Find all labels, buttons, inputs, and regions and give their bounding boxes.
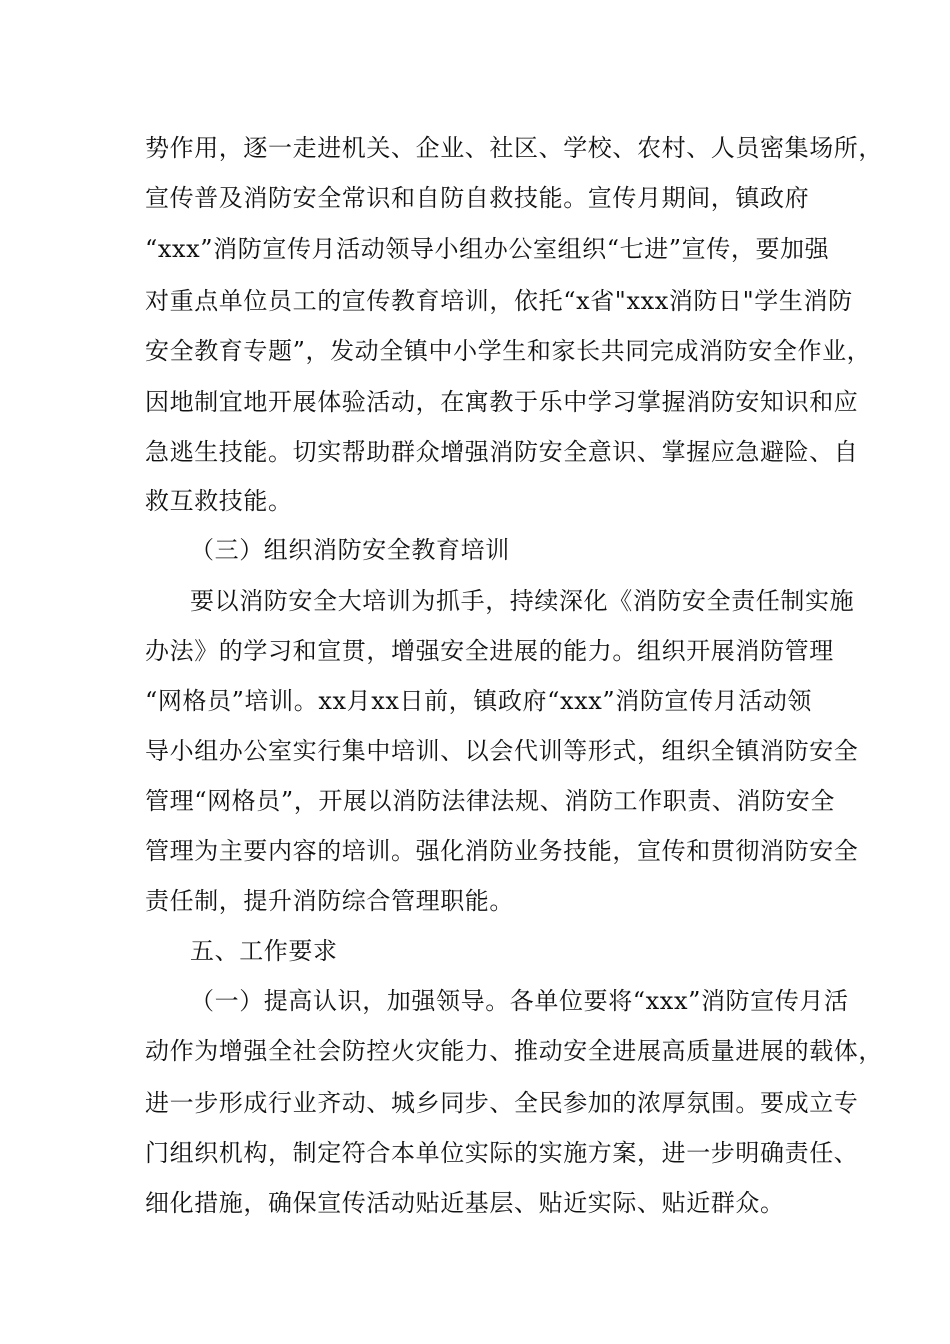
paragraph-line: 宣传普及消防安全常识和自防自救技能。宣传月期间，镇政府 bbox=[145, 184, 810, 212]
paragraph-line: 管理为主要内容的培训。强化消防业务技能，宣传和贯彻消防安全 bbox=[145, 837, 859, 865]
paragraph-line: 导小组办公室实行集中培训、以会代训等形式，组织全镇消防安全 bbox=[145, 737, 859, 765]
section-heading: （三）组织消防安全教育培训 bbox=[190, 536, 510, 564]
paragraph-line: 要以消防安全大培训为抓手，持续深化《消防安全责任制实施 bbox=[190, 587, 855, 615]
paragraph-line: 急逃生技能。切实帮助群众增强消防安全意识、掌握应急避险、自 bbox=[145, 438, 859, 466]
paragraph-line: 进一步形成行业齐动、城乡同步、全民参加的浓厚氛围。要成立专 bbox=[145, 1089, 859, 1117]
section-heading: 五、工作要求 bbox=[190, 937, 338, 965]
paragraph-line: 细化措施，确保宣传活动贴近基层、贴近实际、贴近群众。 bbox=[145, 1189, 785, 1217]
paragraph-line: 因地制宜地开展体验活动，在寓教于乐中学习掌握消防安知识和应 bbox=[145, 388, 859, 416]
paragraph-line: 办法》的学习和宣贯，增强安全进展的能力。组织开展消防管理 bbox=[145, 637, 834, 665]
paragraph-line: 势作用，逐一走进机关、企业、社区、学校、农村、人员密集场所， bbox=[145, 134, 883, 162]
paragraph-line: 对重点单位员工的宣传教育培训，依托“x省"xxx消防日"学生消防 bbox=[145, 287, 853, 315]
paragraph-line: 管理“网格员”，开展以消防法律法规、消防工作职责、消防安全 bbox=[145, 787, 835, 815]
paragraph-line: 门组织机构，制定符合本单位实际的实施方案，进一步明确责任、 bbox=[145, 1139, 859, 1167]
paragraph-line: 动作为增强全社会防控火灾能力、推动安全进展高质量进展的载体， bbox=[145, 1037, 883, 1065]
paragraph-line: 安全教育专题”，发动全镇中小学生和家长共同完成消防安全作业， bbox=[145, 337, 872, 365]
paragraph-line: 救互救技能。 bbox=[145, 487, 293, 515]
paragraph-line: 责任制，提升消防综合管理职能。 bbox=[145, 887, 514, 915]
paragraph-line: “xxx”消防宣传月活动领导小组办公室组织“七进”宣传，要加强 bbox=[145, 235, 830, 263]
paragraph-line: （一）提高认识，加强领导。各单位要将“xxx”消防宣传月活 bbox=[190, 987, 849, 1015]
paragraph-line: “网格员”培训。xx月xx日前，镇政府“xxx”消防宣传月活动领 bbox=[145, 687, 813, 715]
